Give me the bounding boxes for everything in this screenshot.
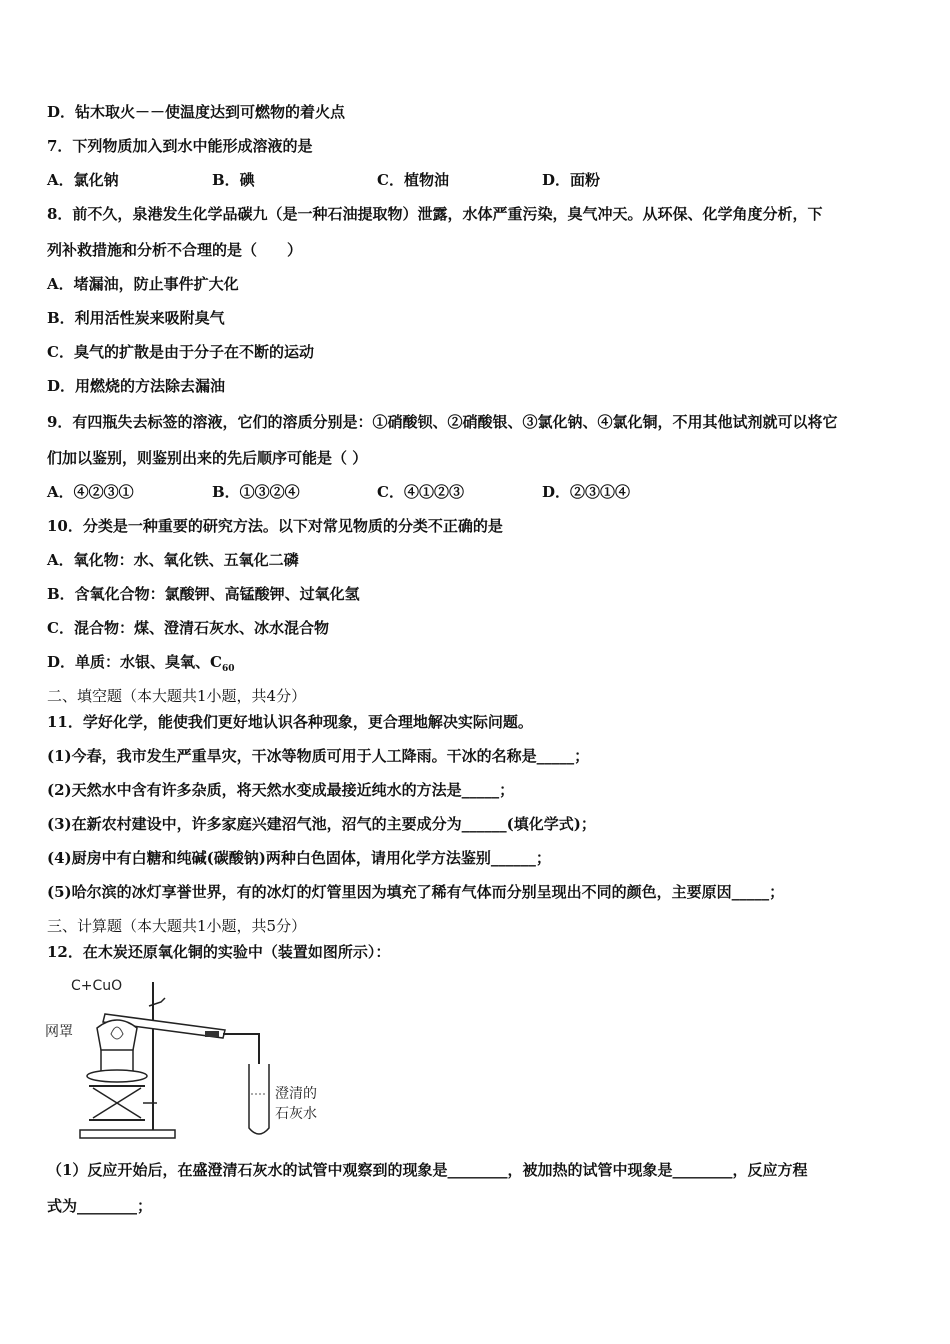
section-2-heading: 二、填空题（本大题共1小题，共4分） [47, 687, 307, 705]
q8-option-d: D．用燃烧的方法除去漏油 [47, 377, 226, 395]
section-3-heading: 三、计算题（本大题共1小题，共5分） [47, 917, 307, 935]
q7-stem: 7．下列物质加入到水中能形成溶液的是 [47, 137, 313, 155]
q10-option-a: A．氧化物：水、氧化铁、五氧化二磷 [47, 551, 299, 569]
q10-stem: 10．分类是一种重要的研究方法。以下对常见物质的分类不正确的是 [47, 517, 503, 535]
label-c-cuo: C+CuO [71, 978, 123, 994]
q10-option-d [47, 652, 234, 679]
q9-stem-line1: 9．有四瓶失去标签的溶液，它们的溶质分别是：①硝酸钡、②硝酸银、③氯化钠、④氯化铜，不用其他试剂就可以将它 [47, 413, 838, 431]
limewater-test-tube [249, 1064, 269, 1134]
q11-part3: (3)在新农村建设中，许多家庭兴建沼气池，沼气的主要成分为______(填化学式)； [47, 815, 596, 833]
q10-option-d-subscript: 60 [221, 664, 235, 674]
q10-option-d-text: D．单质：水银、臭氧、C [47, 653, 222, 671]
q10-option-c: C．混合物：煤、澄清石灰水、冰水混合物 [47, 619, 329, 637]
q11-part4: (4)厨房中有白糖和纯碱(碳酸钠)两种白色固体，请用化学方法鉴别______； [47, 849, 551, 867]
q8-stem-line1: 8．前不久，泉港发生化学品碳九（是一种石油提取物）泄露，水体严重污染，臭气冲天。从环保、化学角度分析，下 [47, 205, 823, 223]
q9-option-a: A．④②③① [47, 483, 134, 501]
q12-stem: 12．在木炭还原氧化铜的实验中（装置如图所示）： [47, 943, 391, 961]
q7-option-b: B．碘 [212, 171, 255, 189]
q11-stem: 11．学好化学，能使我们更好地认识各种现象，更合理地解决实际问题。 [47, 713, 533, 731]
q12-part1-line1: （1）反应开始后，在盛澄清石灰水的试管中观察到的现象是________，被加热的试管中现象是________，反应方程 [47, 1161, 808, 1179]
q11-part5: (5)哈尔滨的冰灯享誉世界，有的冰灯的灯管里因为填充了稀有气体而分别呈现出不同的颜色，主要原因_____； [47, 883, 785, 901]
q8-option-c: C．臭气的扩散是由于分子在不断的运动 [47, 343, 314, 361]
rubber-stopper [205, 1031, 219, 1037]
q9-option-d: D．②③①④ [542, 483, 631, 501]
q8-option-b: B．利用活性炭来吸附臭气 [47, 309, 225, 327]
q9-option-c: C．④①②③ [377, 483, 464, 501]
q10-option-b: B．含氧化合物：氯酸钾、高锰酸钾、过氧化氢 [47, 585, 360, 603]
q6-option-d: D．钻木取火－－使温度达到可燃物的着火点 [47, 103, 346, 121]
q7-option-c: C．植物油 [377, 171, 449, 189]
q9-option-b: B．①③②④ [212, 483, 300, 501]
stand-base [80, 1130, 175, 1138]
net-cover [97, 1020, 137, 1054]
q8-stem-line2: 列补救措施和分析不合理的是（ ） [47, 241, 303, 259]
label-net-cover: 网罩 [45, 1024, 73, 1040]
label-limewater-line2: 石灰水 [275, 1106, 317, 1122]
experiment-apparatus-figure [45, 972, 345, 1142]
alcohol-lamp [101, 1050, 133, 1072]
label-limewater-line1: 澄清的 [275, 1086, 317, 1102]
lab-jack [93, 1088, 141, 1118]
q7-option-d: D．面粉 [542, 171, 601, 189]
q11-part1: (1)今春，我市发生严重旱灾，干冰等物质可用于人工降雨。干冰的名称是_____； [47, 747, 590, 765]
q9-stem-line2: 们加以鉴别，则鉴别出来的先后顺序可能是（ ） [47, 449, 368, 467]
q7-option-a: A．氯化钠 [47, 171, 119, 189]
q8-option-a: A．堵漏油，防止事件扩大化 [47, 275, 239, 293]
clamp [149, 998, 165, 1006]
q11-part2: (2)天然水中含有许多杂质，将天然水变成最接近纯水的方法是_____； [47, 781, 515, 799]
lamp-plate [87, 1070, 147, 1082]
q12-part1-line2: 式为________； [47, 1197, 153, 1215]
